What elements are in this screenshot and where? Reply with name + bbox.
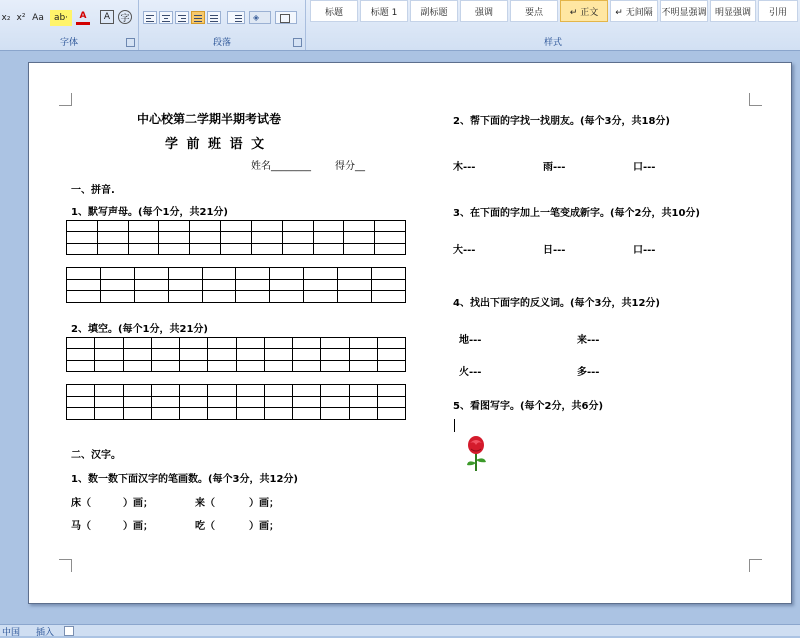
stroke-item: ）画； xyxy=(123,521,153,532)
exam-subtitle: 学 前 班 语 文 xyxy=(165,137,267,152)
crop-mark xyxy=(59,93,72,106)
style-item[interactable]: 要点 xyxy=(510,0,558,22)
text-cursor xyxy=(454,419,455,432)
style-item[interactable]: 强调 xyxy=(460,0,508,22)
enclose-char-button[interactable]: 字 xyxy=(118,10,132,24)
answer-item: 火--- xyxy=(459,367,482,378)
answer-item: 口--- xyxy=(633,245,656,256)
paragraph-group-label: 段落 xyxy=(212,38,231,48)
stroke-item: 吃（ xyxy=(195,521,215,532)
language-indicator[interactable]: 中国 xyxy=(2,628,21,638)
section-heading: 一、拼音. xyxy=(71,185,115,196)
answer-item: 来--- xyxy=(577,335,600,346)
question-text: 4、找出下面字的反义词。(每个3分，共12分) xyxy=(453,298,660,309)
paragraph-group xyxy=(139,0,306,50)
style-item-active[interactable]: ↵ 正文 xyxy=(560,0,608,22)
highlight-button[interactable]: ab· xyxy=(50,10,72,26)
stroke-item: 来（ xyxy=(195,498,215,509)
status-bar xyxy=(0,624,800,636)
char-border-button[interactable]: A xyxy=(100,10,114,24)
superscript-button[interactable]: x² xyxy=(16,13,26,23)
align-center-button[interactable] xyxy=(159,11,173,24)
style-item[interactable]: 不明显强调 xyxy=(660,0,708,22)
change-case-button[interactable]: Aa xyxy=(32,13,44,23)
style-item[interactable]: 引用 xyxy=(758,0,798,22)
insert-mode-indicator[interactable]: 插入 xyxy=(36,628,55,638)
question-text: 1、数一数下面汉字的笔画数。(每个3分，共12分) xyxy=(71,474,298,485)
question-text: 5、看图写字。(每个2分，共6分) xyxy=(453,401,604,412)
answer-item: 口--- xyxy=(633,162,656,173)
question-text: 3、在下面的字加上一笔变成新字。(每个2分，共10分) xyxy=(453,208,700,219)
ribbon xyxy=(0,0,800,51)
align-left-button[interactable] xyxy=(143,11,157,24)
stroke-item: 马（ xyxy=(71,521,91,532)
answer-grid xyxy=(66,337,406,372)
font-color-button[interactable]: A xyxy=(76,10,90,25)
question-text: 2、帮下面的字找一找朋友。(每个3分，共18分) xyxy=(453,116,670,127)
paragraph-dialog-launcher-icon[interactable] xyxy=(293,38,302,47)
section-heading: 二、汉字。 xyxy=(71,450,121,461)
answer-grid xyxy=(66,220,406,255)
font-dialog-launcher-icon[interactable] xyxy=(126,38,135,47)
shading-button[interactable]: ◈ xyxy=(249,11,271,24)
align-right-button[interactable] xyxy=(175,11,189,24)
styles-group xyxy=(306,0,800,50)
answer-item: 大--- xyxy=(453,245,476,256)
crop-mark xyxy=(749,559,762,572)
score-field: 得分__ xyxy=(335,161,365,172)
exam-title: 中心校第二学期半期考试卷 xyxy=(137,112,282,126)
styles-group-label: 样式 xyxy=(543,38,562,48)
style-item[interactable]: ↵ 无间隔 xyxy=(610,0,658,22)
style-item[interactable]: 副标题 xyxy=(410,0,458,22)
answer-item: 木--- xyxy=(453,162,476,173)
justify-button[interactable] xyxy=(191,11,205,24)
stroke-item: ）画； xyxy=(123,498,153,509)
line-spacing-button[interactable] xyxy=(227,11,245,24)
question-text: 2、填空。(每个1分，共21分) xyxy=(71,324,208,335)
style-item[interactable]: 标题 1 xyxy=(360,0,408,22)
answer-grid xyxy=(66,267,406,303)
subscript-button[interactable]: x₂ xyxy=(1,13,11,23)
answer-grid xyxy=(66,384,406,420)
stroke-item: ）画； xyxy=(249,498,279,509)
distributed-button[interactable] xyxy=(207,11,221,24)
question-text: 1、默写声母。(每个1分，共21分) xyxy=(71,207,228,218)
style-item[interactable]: 明显强调 xyxy=(710,0,756,22)
borders-button[interactable] xyxy=(275,11,297,24)
crop-mark xyxy=(749,93,762,106)
crop-mark xyxy=(59,559,72,572)
answer-item: 多--- xyxy=(577,367,600,378)
answer-item: 雨--- xyxy=(543,162,566,173)
rose-icon xyxy=(461,435,491,473)
answer-item: 日--- xyxy=(543,245,566,256)
style-item[interactable]: 标题 xyxy=(310,0,358,22)
font-group-label: 字体 xyxy=(59,38,78,48)
answer-item: 地--- xyxy=(459,335,482,346)
stroke-item: ）画； xyxy=(249,521,279,532)
document-page[interactable] xyxy=(28,62,792,604)
name-field: 姓名________ xyxy=(251,161,311,172)
font-group xyxy=(0,0,139,50)
stroke-item: 床（ xyxy=(71,498,91,509)
